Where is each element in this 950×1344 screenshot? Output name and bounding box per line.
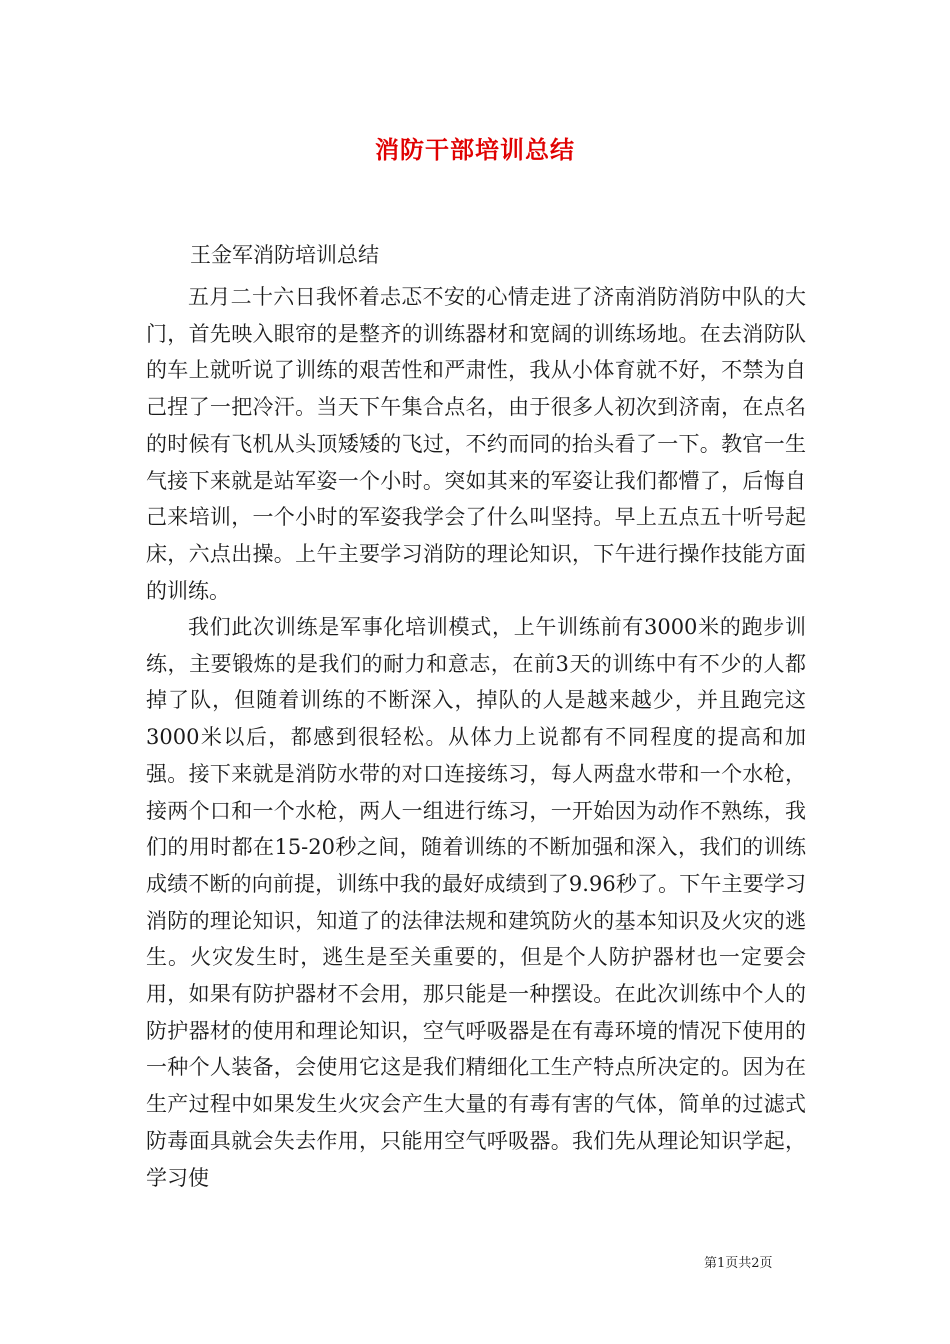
body-paragraph: 我们此次训练是军事化培训模式，上午训练前有3000米的跑步训练，主要锻炼的是我们的耐力和意志，在前3天的训练中有不少的人都掉了队，但随着训练的不断深入，掉队的人是越来越少，并且跑完这3000米以后，都感到很轻松。从体力上说都有不同程度的提高和加强。接下来就是消防水带的对口连接练习，每人两盘水带和一个水枪，接两个口和一个水枪，两人一组进行练习，一开始因为动作不熟练，我们的用时都在15-20秒之间，随着训练的不断加强和深入，我们的训练成绩不断的向前提，训练中我的最好成绩到了9.96秒了。下午主要学习消防的理论知识，知道了的法律法规和建筑防火的基本知识及火灾的逃生。火灾发生时，逃生是至关重要的，但是个人防护器材也一定要会用，如果有防护器材不会用，那只能是一种摆设。在此次训练中个人的防护器材的使用和理论知识，空气呼吸器是在有毒环境的情况下使用的一种个人装备，会使用它这是我们精细化工生产特点所决定的。因为在生产过程中如果发生火灾会产生大量的有毒有害的气体，简单的过滤式防毒面具就会失去作用，只能用空气呼吸器。我们先从理论知识学起，学习使 [146,615,806,1190]
body-paragraph: 五月二十六日我怀着忐忑不安的心情走进了济南消防消防中队的大门，首先映入眼帘的是整齐的训练器材和宽阔的训练场地。在去消防队的车上就听说了训练的艰苦性和严肃性，我从小体育就不好，不禁为自己捏了一把冷汗。当天下午集合点名，由于很多人初次到济南，在点名的时候有飞机从头顶矮矮的飞过，不约而同的抬头看了一下。教官一生气接下来就是站军姿一个小时。突如其来的军姿让我们都懵了，后悔自己来培训，一个小时的军姿我学会了什么叫坚持。早上五点五十听号起床，六点出操。上午主要学习消防的理论知识，下午进行操作技能方面的训练。 [146,285,806,603]
document-subtitle: 王金军消防培训总结 [190,243,379,267]
document-title: 消防干部培训总结 [375,135,575,164]
page-number-footer: 第1页共2页 [704,1256,773,1271]
